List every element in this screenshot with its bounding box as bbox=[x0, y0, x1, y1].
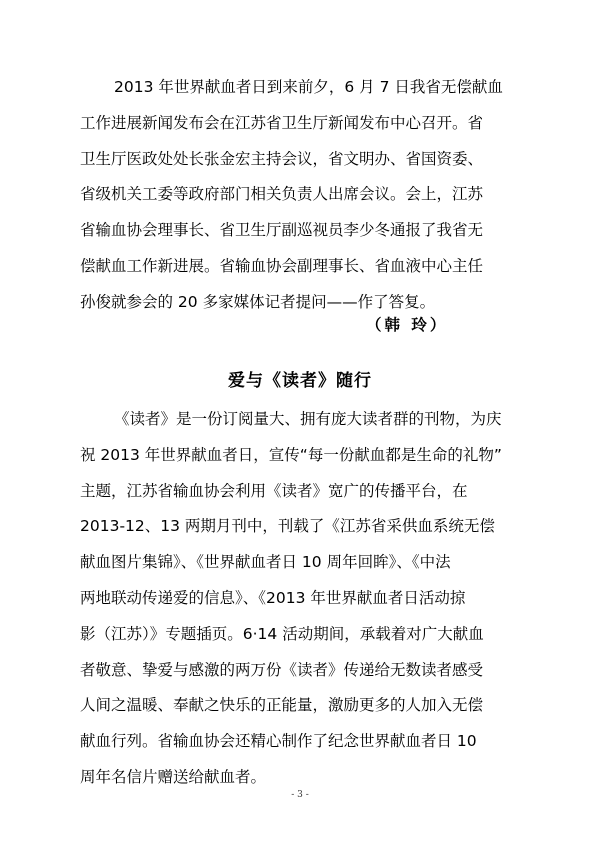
paragraph-line: 人间之温暖、奉献之快乐的正能量，激励更多的人加入无偿 bbox=[80, 696, 484, 715]
paragraph-line: 省级机关工委等政府部门相关负责人出席会议。会上，江苏 bbox=[80, 185, 484, 204]
paragraph-line: 周年名信片赠送给献血者。 bbox=[80, 767, 267, 786]
paragraph-line: 两地联动传递爱的信息》、《2013 年世界献血者日活动掠 bbox=[80, 588, 466, 607]
paragraph-line: 主题，江苏省输血协会利用《读者》宽广的传播平台，在 bbox=[80, 481, 468, 500]
paragraph-line: 偿献血工作新进展。省输血协会副理事长、省血液中心主任 bbox=[80, 256, 484, 275]
article-title: 爱与《读者》随行 bbox=[228, 371, 372, 391]
paragraph-line: 者敬意、挚爱与感激的两万份《读者》传递给无数读者感受 bbox=[80, 660, 484, 679]
paragraph-line: 献血行列。省输血协会还精心制作了纪念世界献血者日 10 bbox=[80, 732, 477, 751]
paragraph-line: 工作进展新闻发布会在江苏省卫生厅新闻发布中心召开。省 bbox=[80, 113, 484, 132]
press-conference-paragraph bbox=[80, 70, 540, 321]
page-number: - 3 - bbox=[291, 790, 309, 800]
paragraph-line: 影（江苏）》专题插页。6·14 活动期间，承载着对广大献血 bbox=[80, 624, 484, 643]
paragraph-line: 2013-12、13 两期月刊中，刊载了《江苏省采供血系统无偿 bbox=[80, 517, 495, 536]
paragraph-line: 祝 2013 年世界献血者日，宣传“每一份献血都是生命的礼物” bbox=[80, 445, 502, 464]
paragraph-line: 2013 年世界献血者日到来前夕，6 月 7 日我省无偿献血 bbox=[114, 78, 503, 96]
paragraph-line: 卫生厅医政处处长张金宏主持会议，省文明办、省国资委、 bbox=[80, 149, 484, 168]
paragraph-line: 孙俊就参会的 20 多家媒体记者提问——作了答复。 bbox=[80, 292, 436, 311]
author-signature: （韩 玲） bbox=[366, 316, 449, 334]
paragraph-line: 《读者》是一份订阅量大、拥有庞大读者群的刊物，为庆 bbox=[114, 410, 502, 428]
paragraph-line: 献血图片集锦》、《世界献血者日 10 周年回眸》、《中法 bbox=[80, 553, 451, 572]
reader-magazine-paragraph bbox=[80, 402, 540, 796]
paragraph-line: 省输血协会理事长、省卫生厅副巡视员李少冬通报了我省无 bbox=[80, 221, 484, 240]
